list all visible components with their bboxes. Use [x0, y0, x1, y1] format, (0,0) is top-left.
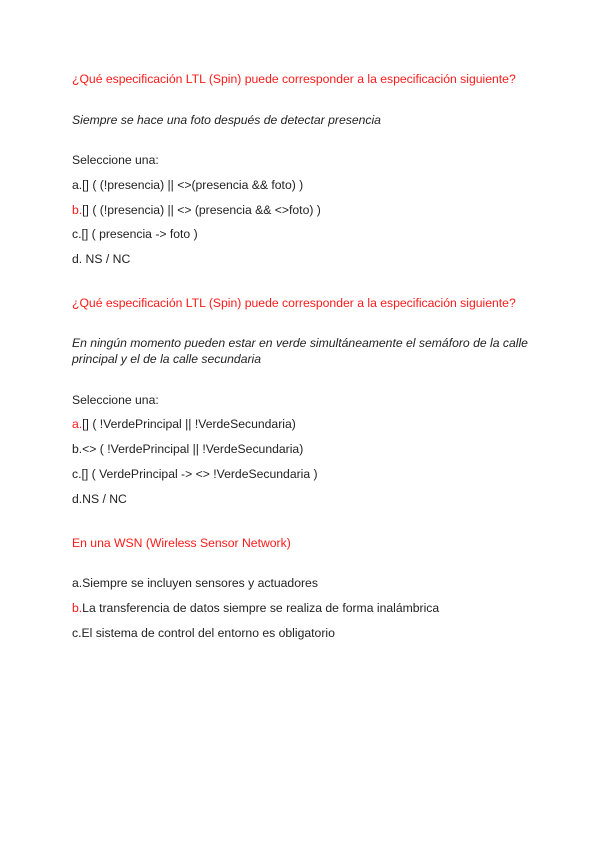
- question-2-option-d[interactable]: [72, 491, 127, 507]
- question-1-prompt: Seleccione una:: [72, 153, 159, 167]
- option-text: NS / NC: [82, 492, 127, 506]
- question-3-option-a[interactable]: [72, 575, 318, 591]
- question-1-option-b[interactable]: [72, 202, 321, 218]
- question-2-option-a[interactable]: [72, 416, 296, 432]
- option-text: NS / NC: [82, 252, 131, 266]
- question-2-title: ¿Qué especificación LTL (Spin) puede corresponder a la especificación siguiente?: [72, 296, 516, 310]
- question-1-option-a[interactable]: [72, 177, 303, 193]
- option-text: La transferencia de datos siempre se realiza de forma inalámbrica: [82, 601, 440, 615]
- option-letter-selected: b.: [72, 601, 83, 615]
- question-1-option-d[interactable]: [72, 251, 130, 267]
- question-2-prompt: Seleccione una:: [72, 393, 159, 407]
- option-letter-selected: b.: [72, 203, 83, 217]
- option-text: [] ( presencia -> foto ): [81, 227, 198, 241]
- question-3-title: En una WSN (Wireless Sensor Network): [72, 536, 291, 550]
- option-letter: c.: [72, 227, 82, 241]
- question-1-option-c[interactable]: [72, 226, 198, 242]
- question-1-statement: Siempre se hace una foto después de detectar presencia: [72, 113, 381, 127]
- question-2-option-c[interactable]: [72, 466, 318, 482]
- option-letter: d.: [72, 252, 83, 266]
- question-2-option-b[interactable]: [72, 441, 303, 457]
- option-letter: d.: [72, 492, 83, 506]
- option-letter: a.: [72, 178, 83, 192]
- question-3-option-c[interactable]: [72, 625, 335, 641]
- option-letter: b.: [72, 442, 83, 456]
- option-text: [] ( VerdePrincipal -> <> !VerdeSecundaria ): [81, 467, 318, 481]
- option-text: [] ( (!presencia) || <> (presencia && <>foto) ): [82, 203, 321, 217]
- option-text: [] ( !VerdePrincipal || !VerdeSecundaria): [82, 417, 296, 431]
- option-letter: a.: [72, 576, 83, 590]
- question-2-statement-line-2: principal y el de la calle secundaria: [72, 352, 262, 366]
- option-letter-selected: a.: [72, 417, 83, 431]
- option-letter: c.: [72, 467, 82, 481]
- option-text: <> ( !VerdePrincipal || !VerdeSecundaria): [82, 442, 304, 456]
- option-letter: c.: [72, 626, 82, 640]
- option-text: Siempre se incluyen sensores y actuadores: [82, 576, 318, 590]
- question-2-statement-line-1: En ningún momento pueden estar en verde simultáneamente el semáforo de la calle: [72, 336, 528, 350]
- option-text: El sistema de control del entorno es obligatorio: [81, 626, 335, 640]
- option-text: [] ( (!presencia) || <>(presencia && foto) ): [82, 178, 304, 192]
- question-3-option-b[interactable]: [72, 600, 439, 616]
- question-1-title: ¿Qué especificación LTL (Spin) puede corresponder a la especificación siguiente?: [72, 72, 516, 86]
